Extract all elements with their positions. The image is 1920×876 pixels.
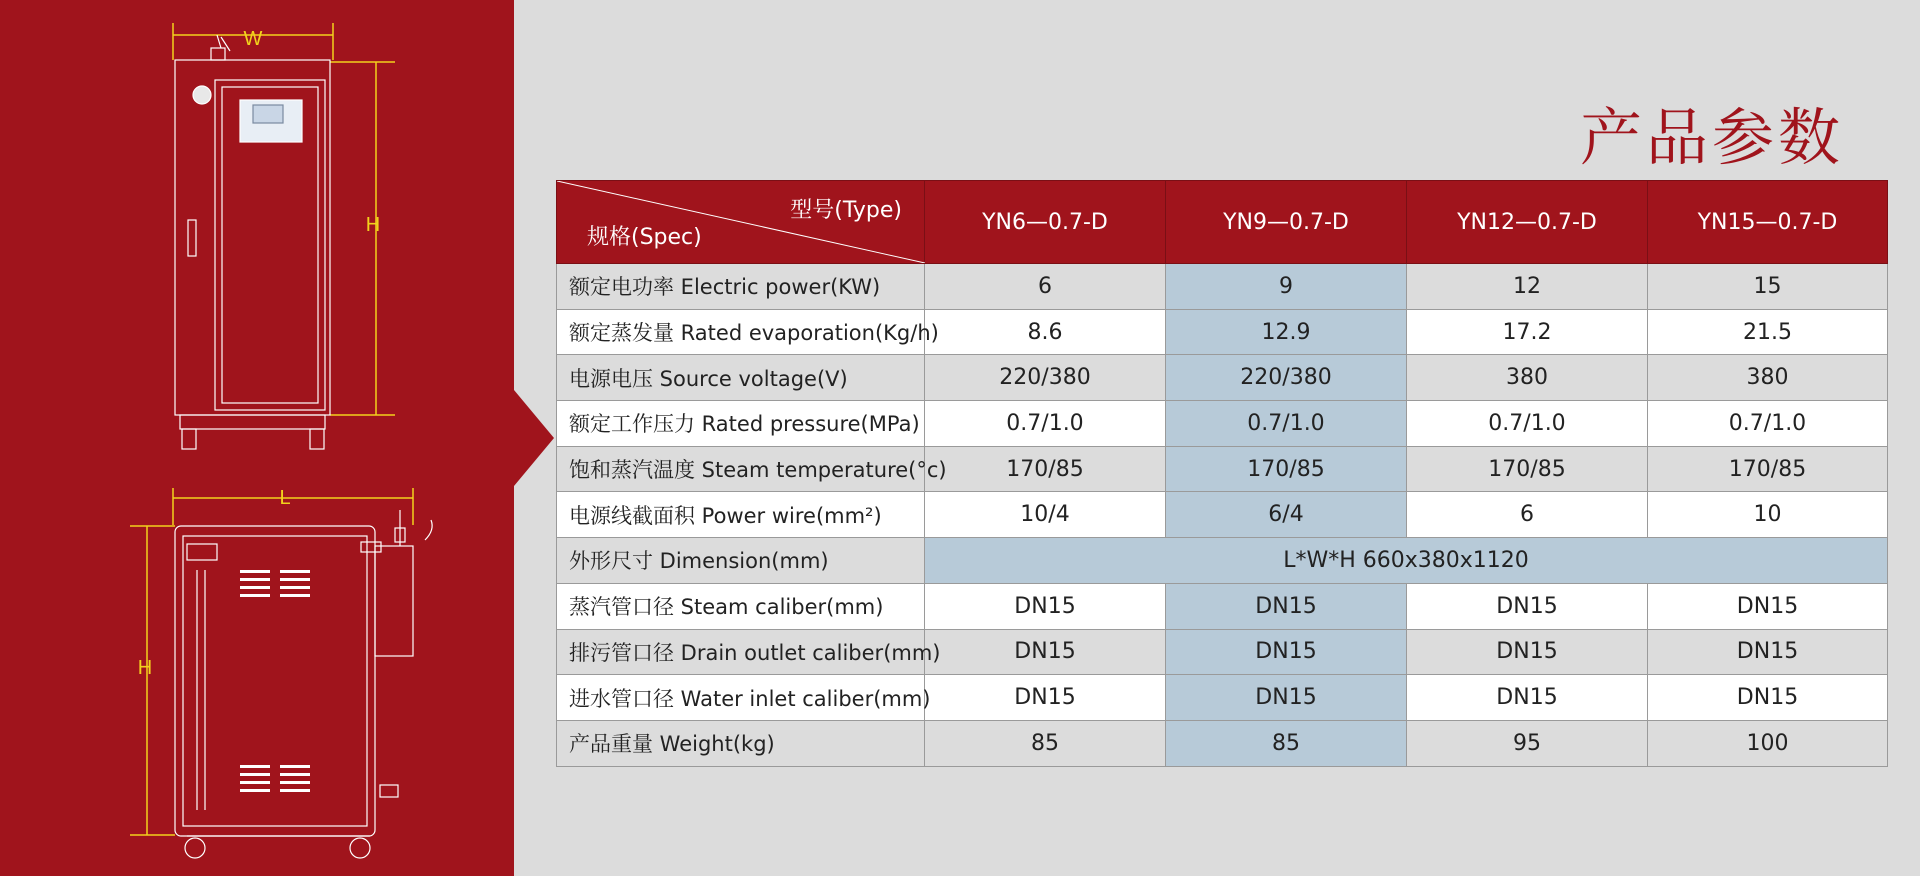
table-cell: DN15 [1648,583,1888,629]
table-row [557,446,1888,492]
table-row [557,492,1888,538]
table-cell: DN15 [1166,629,1407,675]
table-row [557,355,1888,401]
table-cell: 9 [1166,264,1407,310]
table-cell: 220/380 [1166,355,1407,401]
table-cell: 380 [1407,355,1648,401]
table-cell: 380 [1648,355,1888,401]
table-row [557,264,1888,310]
table-cell: 170/85 [1648,446,1888,492]
table-cell: DN15 [1648,629,1888,675]
table-cell: 12.9 [1166,309,1407,355]
table-cell: 12 [1407,264,1648,310]
table-cell: 6/4 [1166,492,1407,538]
table-row [557,629,1888,675]
table-row [557,720,1888,766]
model-header: YN9—0.7-D [1166,181,1407,264]
table-row [557,538,1888,584]
table-cell: 10/4 [925,492,1166,538]
table-cell: 95 [1407,720,1648,766]
table-cell: 6 [1407,492,1648,538]
row-label: 额定蒸发量 Rated evaporation(Kg/h) [557,309,925,355]
table-cell: 0.7/1.0 [925,401,1166,447]
spec-table [556,180,1888,767]
row-label: 蒸汽管口径 Steam caliber(mm) [557,583,925,629]
table-cell: 220/380 [925,355,1166,401]
row-label: 进水管口径 Water inlet caliber(mm) [557,675,925,721]
spec-header-label: 规格(Spec) [587,225,702,250]
table-cell: 0.7/1.0 [1166,401,1407,447]
row-label: 电源线截面积 Power wire(mm²) [557,492,925,538]
table-cell: DN15 [1166,675,1407,721]
row-label: 电源电压 Source voltage(V) [557,355,925,401]
side-height-label: H [137,657,153,679]
row-label: 排污管口径 Drain outlet caliber(mm) [557,629,925,675]
header-row [557,181,1888,264]
table-cell: 170/85 [1407,446,1648,492]
table-cell: DN15 [1166,583,1407,629]
table-cell: 8.6 [925,309,1166,355]
row-label: 产品重量 Weight(kg) [557,720,925,766]
table-cell: 85 [1166,720,1407,766]
table-cell: 15 [1648,264,1888,310]
side-view-drawing [125,480,445,870]
row-label: 饱和蒸汽温度 Steam temperature(°c) [557,446,925,492]
table-cell: 17.2 [1407,309,1648,355]
width-label: W [243,28,263,50]
table-cell: DN15 [925,629,1166,675]
corner-header [557,181,925,264]
table-row [557,675,1888,721]
model-header: YN6—0.7-D [925,181,1166,264]
length-label: L [279,487,291,509]
model-header: YN12—0.7-D [1407,181,1648,264]
table-cell: DN15 [925,583,1166,629]
table-cell: DN15 [1407,675,1648,721]
table-cell: DN15 [1407,583,1648,629]
table-row [557,401,1888,447]
table-cell: 100 [1648,720,1888,766]
table-cell: 6 [925,264,1166,310]
front-height-label: H [365,214,381,236]
row-label: 额定工作压力 Rated pressure(MPa) [557,401,925,447]
table-cell: 85 [925,720,1166,766]
table-cell: 10 [1648,492,1888,538]
table-row [557,583,1888,629]
table-cell: DN15 [1407,629,1648,675]
table-cell: 0.7/1.0 [1407,401,1648,447]
type-header-label: 型号(Type) [790,198,902,223]
row-label: 外形尺寸 Dimension(mm) [557,538,925,584]
table-row [557,309,1888,355]
page-title: 产品参数 [1580,101,1845,174]
model-header: YN15—0.7-D [1648,181,1888,264]
table-cell: 170/85 [925,446,1166,492]
panel-pointer [514,390,554,486]
table-cell: 170/85 [1166,446,1407,492]
dimension-cell: L*W*H 660x380x1120 [925,538,1888,584]
row-label: 额定电功率 Electric power(KW) [557,264,925,310]
table-cell: DN15 [925,675,1166,721]
table-cell: 0.7/1.0 [1648,401,1888,447]
table-cell: 21.5 [1648,309,1888,355]
front-view-drawing [150,15,410,455]
table-cell: DN15 [1648,675,1888,721]
